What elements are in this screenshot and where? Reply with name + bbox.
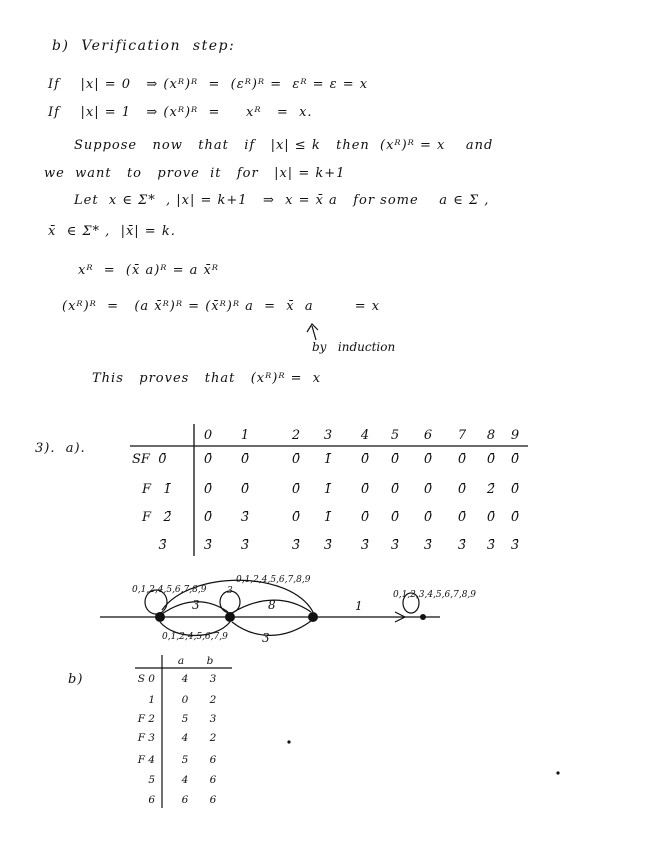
proof-line-double-reverse: (xᴿ)ᴿ = (a x̄ᴿ)ᴿ = (x̄ᴿ)ᴿ a = x̄ a = x bbox=[62, 299, 381, 314]
proof-line-goal: we want to prove it for |x| = k+1 bbox=[44, 166, 346, 181]
table-a-col-header: 5 bbox=[390, 428, 400, 443]
table-a-cell: 1̄ bbox=[323, 452, 333, 467]
table-a-cell: 0̄ bbox=[390, 510, 400, 525]
bottom-arc-label: 0,1,2,4,5,6,7,9 bbox=[162, 632, 228, 642]
table-a-cell: 1̄ bbox=[323, 482, 333, 497]
table-b-col-header: b bbox=[206, 655, 214, 667]
table-b-row-label: F 4 bbox=[137, 754, 155, 766]
problem-3a-label: 3). a). bbox=[35, 441, 86, 456]
table-a-cell: 0̄ bbox=[486, 510, 496, 525]
table-a-cell: 0̄ bbox=[510, 452, 520, 467]
table-b-cell: 6 bbox=[209, 774, 217, 786]
table-a-col-header: 0 bbox=[203, 428, 213, 443]
problem-3b-label: b) bbox=[68, 672, 84, 687]
table-b-row-label: 6 bbox=[148, 794, 155, 806]
table-a-cell: 0̄ bbox=[203, 482, 213, 497]
table-a-row-label: 3̄ bbox=[142, 538, 167, 553]
proof-line-hypothesis: Suppose now that if |x| ≤ k then (xᴿ)ᴿ = x and bbox=[74, 138, 494, 153]
table-a-cell: 3̄ bbox=[291, 538, 301, 553]
table-a-cell: 3̄ bbox=[323, 538, 333, 553]
edge-2-1-label: 3 bbox=[262, 631, 270, 645]
table-a-cell: 3̄ bbox=[240, 538, 250, 553]
table-b-cell: 2 bbox=[209, 694, 217, 706]
table-a-col-header: 3 bbox=[323, 428, 333, 443]
table-a-cell: 3̄ bbox=[203, 538, 213, 553]
top-arc-label: 0,1,2,4,5,6,7,8,9 bbox=[236, 575, 311, 585]
table-a-cell: 0̄ bbox=[457, 452, 467, 467]
table-b-row-label: F 3 bbox=[137, 732, 155, 744]
table-b-row-label: 5 bbox=[148, 774, 155, 786]
table-a-row-label: F 2̄ bbox=[142, 510, 172, 525]
table-b-cell: 5 bbox=[181, 754, 189, 766]
edge-2-3-label: 1 bbox=[355, 599, 363, 613]
table-a-col-header: 2 bbox=[291, 428, 301, 443]
table-a-cell: 3̄ bbox=[486, 538, 496, 553]
table-a-cell: 0̄ bbox=[240, 452, 250, 467]
table-a-cell: 0̄ bbox=[291, 452, 301, 467]
table-b-cell: 5 bbox=[181, 713, 189, 725]
table-b-row-label: 1 bbox=[148, 694, 155, 706]
table-a-col-header: 8 bbox=[486, 428, 496, 443]
table-a-cell: 0̄ bbox=[486, 452, 496, 467]
proof-line-reverse: xᴿ = (x̄ a)ᴿ = a x̄ᴿ bbox=[78, 263, 219, 278]
table-a-row-label: SF 0̄ bbox=[132, 452, 167, 467]
table-a-cell: 0̄ bbox=[291, 510, 301, 525]
table-b-col-header: a bbox=[177, 655, 185, 667]
table-a-cell: 0̄ bbox=[510, 482, 520, 497]
table-a-cell: 0̄ bbox=[291, 482, 301, 497]
table-a-cell: 0̄ bbox=[240, 482, 250, 497]
proof-line-xbar: x̄ ∈ Σ* , |x̄| = k. bbox=[48, 224, 176, 239]
table-a-cell: 0̄ bbox=[457, 482, 467, 497]
table-b-cell: 4 bbox=[181, 732, 189, 744]
table-a-cell: 0̄ bbox=[360, 482, 370, 497]
edge-1-2-label: 8 bbox=[268, 598, 276, 612]
table-a-col-header: 4 bbox=[360, 428, 370, 443]
table-a-cell: 0̄ bbox=[423, 452, 433, 467]
table-a-cell: 0̄ bbox=[390, 482, 400, 497]
table-a-col-header: 9 bbox=[510, 428, 520, 443]
edge-0-1-label: 3 bbox=[192, 598, 200, 612]
table-b-cell: 2 bbox=[209, 732, 217, 744]
table-b-cell: 4 bbox=[181, 774, 189, 786]
loop-0-label: 0,1,2,4,5,6,7,8,9 bbox=[132, 585, 207, 595]
table-b-cell: 6 bbox=[181, 794, 189, 806]
table-b-cell: 4 bbox=[181, 673, 189, 685]
table-b-cell: 0 bbox=[181, 694, 189, 706]
table-b-cell: 6 bbox=[209, 794, 217, 806]
table-b-cell: 6 bbox=[209, 754, 217, 766]
table-a-cell: 0̄ bbox=[203, 452, 213, 467]
table-a-cell: 0̄ bbox=[510, 510, 520, 525]
table-a-cell: 3̄ bbox=[423, 538, 433, 553]
table-a-cell: 0̄ bbox=[360, 452, 370, 467]
table-b-row-label: F 2 bbox=[137, 713, 155, 725]
proof-line-let: Let x ∈ Σ* , |x| = k+1 ⇒ x = x̄ a for some a ∈ Σ , bbox=[74, 193, 490, 208]
proof-heading: b) Verification step: bbox=[52, 38, 236, 54]
table-a-cell: 0̄ bbox=[423, 482, 433, 497]
table-a-cell: 3̄ bbox=[390, 538, 400, 553]
table-a-cell: 1̄ bbox=[323, 510, 333, 525]
table-a-cell: 3̄ bbox=[457, 538, 467, 553]
loop-1-label: 3 bbox=[227, 586, 233, 596]
table-a-cell: 3̄ bbox=[240, 510, 250, 525]
proof-conclusion: This proves that (xᴿ)ᴿ = x bbox=[92, 371, 322, 386]
table-a-cell: 0̄ bbox=[390, 452, 400, 467]
table-a-cell: 0̄ bbox=[360, 510, 370, 525]
table-b-cell: 3 bbox=[209, 673, 217, 685]
table-a-col-header: 7 bbox=[457, 428, 467, 443]
table-a-col-header: 1 bbox=[240, 428, 250, 443]
proof-line-base-case-1: If |x| = 1 ⇒ (xᴿ)ᴿ = xᴿ = x. bbox=[48, 105, 313, 120]
table-a-cell: 0̄ bbox=[457, 510, 467, 525]
table-a-cell: 2̄ bbox=[486, 482, 496, 497]
table-a-col-header: 6 bbox=[423, 428, 433, 443]
loop-3-label: 0,1,2,3,4,5,6,7,8,9 bbox=[393, 590, 477, 600]
table-a-cell: 3̄ bbox=[510, 538, 520, 553]
table-b-cell: 3 bbox=[209, 713, 217, 725]
proof-line-base-case-0: If |x| = 0 ⇒ (xᴿ)ᴿ = (εᴿ)ᴿ = εᴿ = ε = x bbox=[48, 77, 369, 92]
table-a-row-label: F 1̄ bbox=[142, 482, 172, 497]
table-a-cell: 3̄ bbox=[360, 538, 370, 553]
table-a-cell: 0̄ bbox=[203, 510, 213, 525]
table-b-row-label: S 0 bbox=[137, 673, 155, 685]
induction-note: by induction bbox=[312, 340, 396, 354]
table-a-cell: 0̄ bbox=[423, 510, 433, 525]
